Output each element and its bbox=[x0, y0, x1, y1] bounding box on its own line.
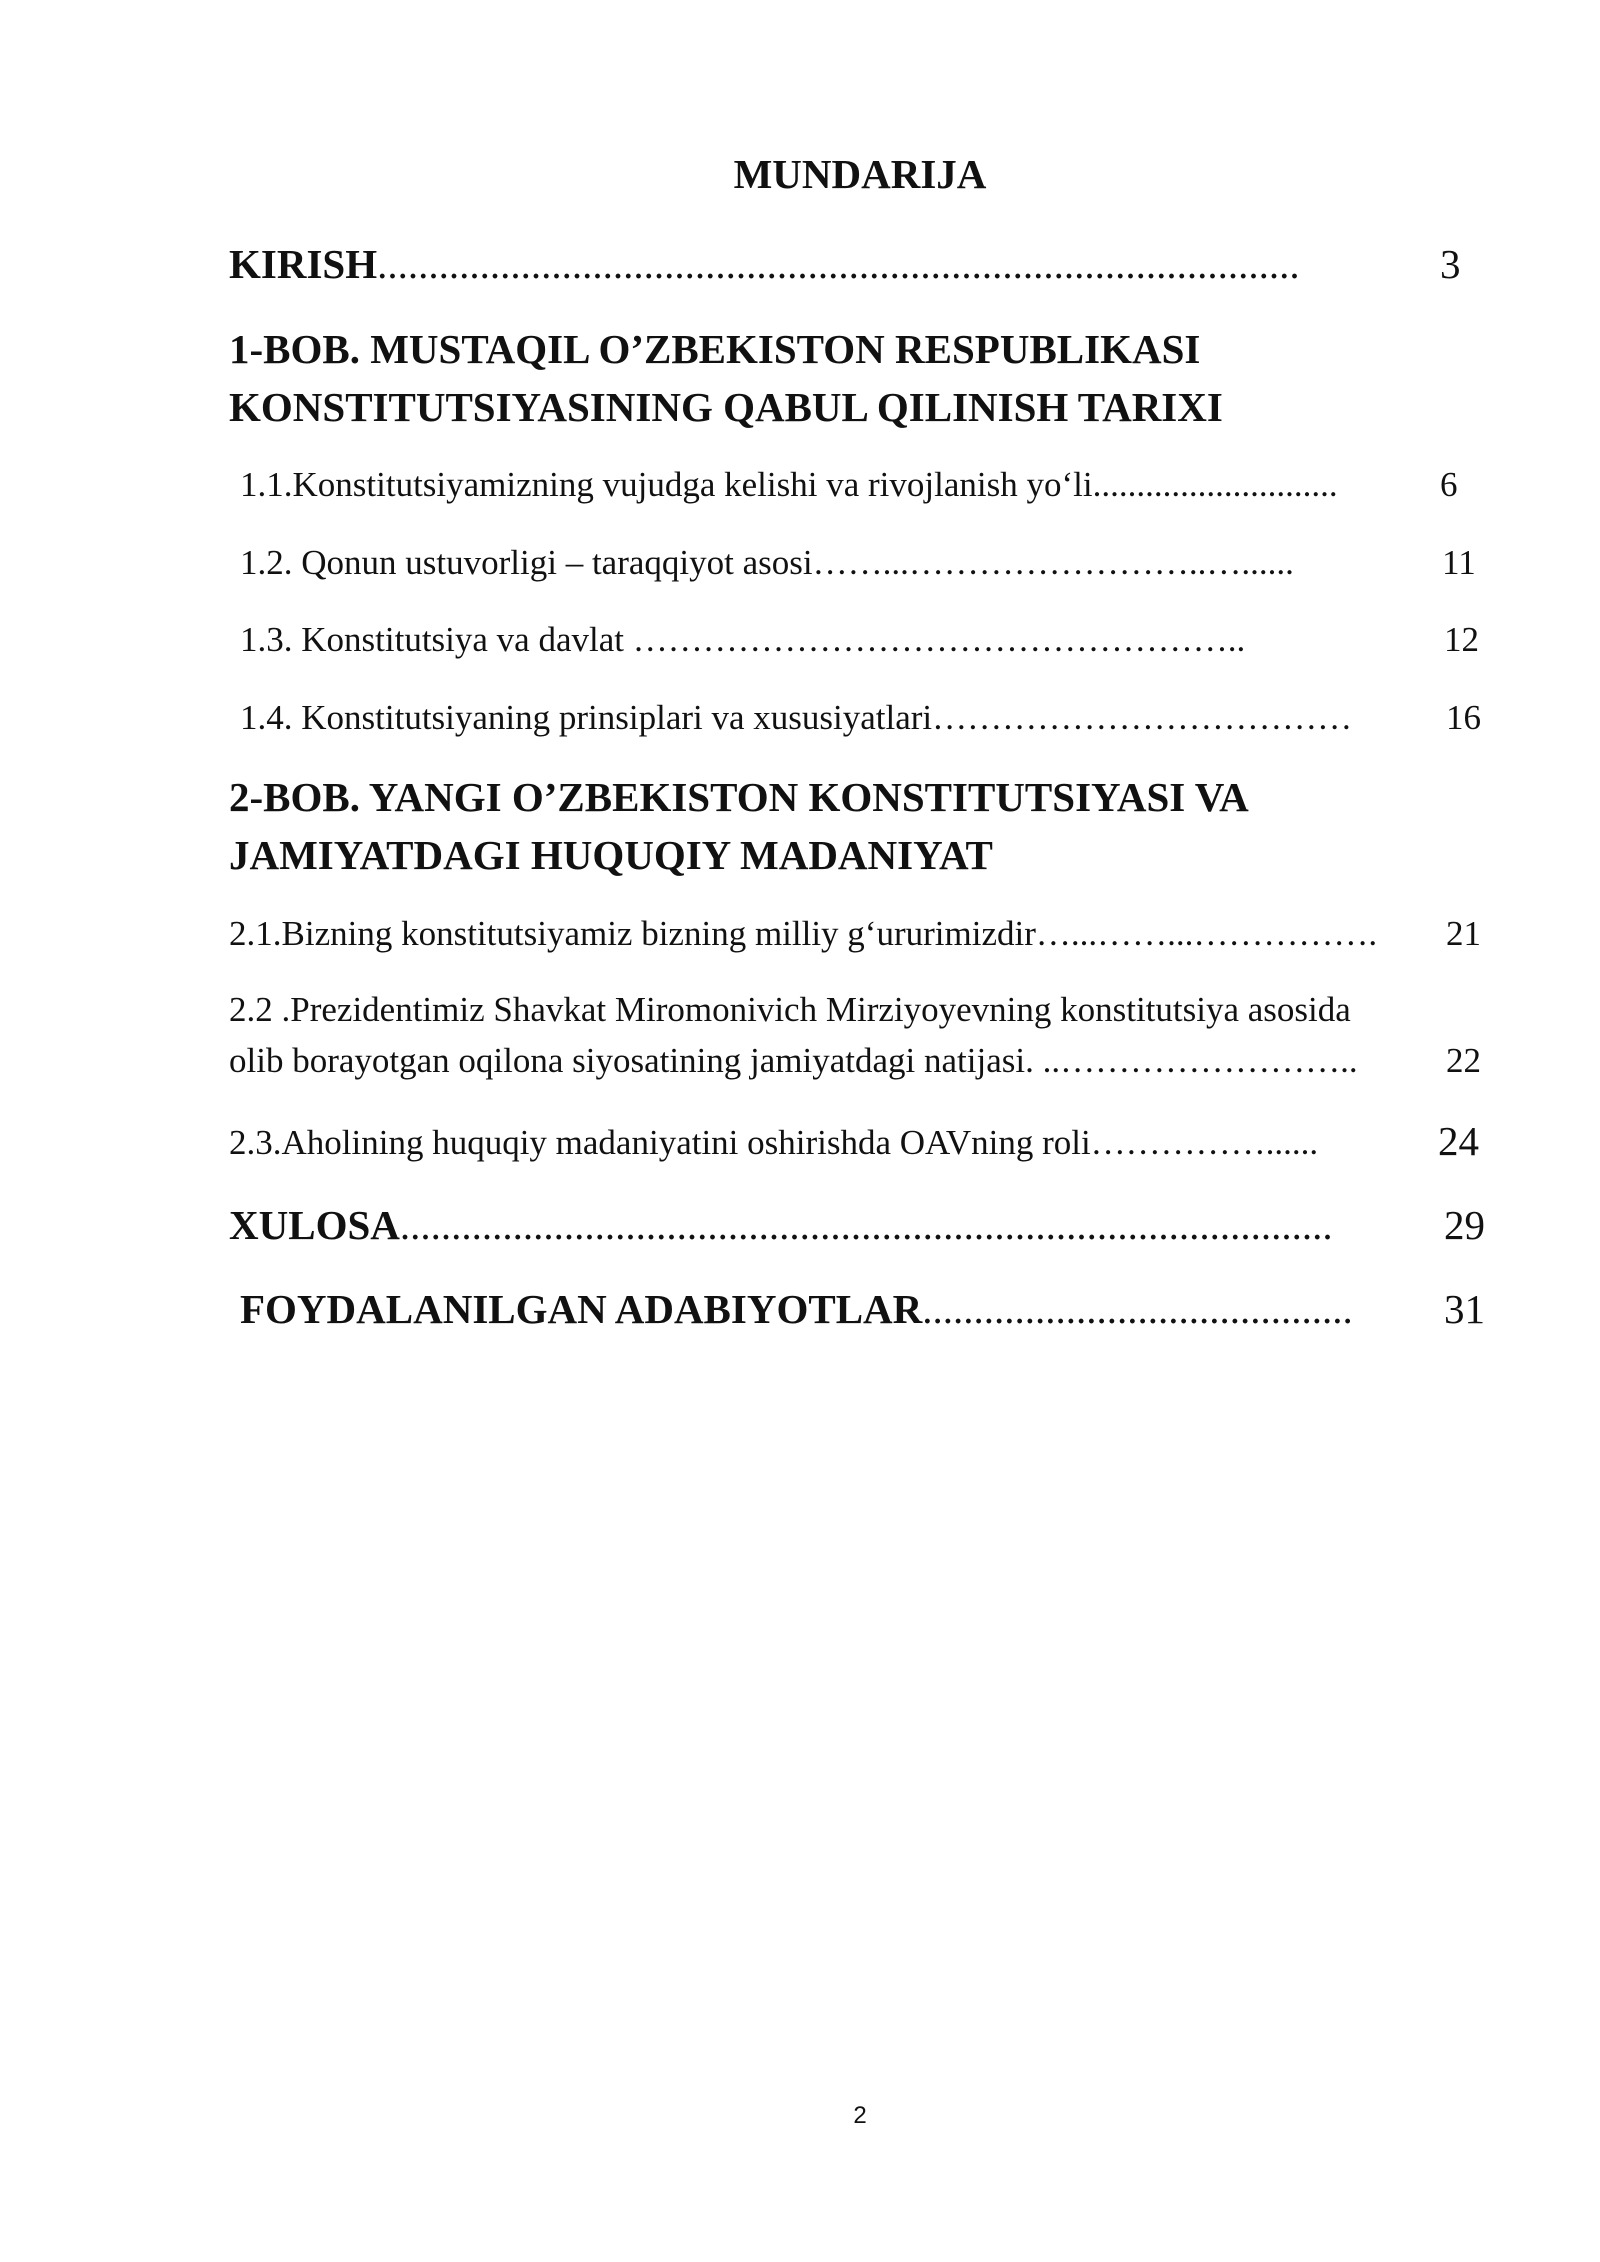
toc-page-number: 22 bbox=[1446, 1041, 1481, 1080]
toc-entry-label: 1.2. Qonun ustuvorligi – taraqqiyot asosi bbox=[240, 543, 813, 582]
toc-page-number: 29 bbox=[1444, 1202, 1485, 1248]
toc-entry-label: XULOSA bbox=[229, 1202, 400, 1248]
toc-leader: ........................................................................................... bbox=[399, 1202, 1333, 1248]
toc-page-number: 12 bbox=[1444, 620, 1479, 659]
toc-page-number: 24 bbox=[1438, 1118, 1479, 1164]
toc-entry-label: 1.4. Konstitutsiyaning prinsiplari va xususiyatlari bbox=[240, 698, 933, 737]
toc-leader: …………………………………………….. bbox=[632, 620, 1246, 659]
toc-entry-2-1 bbox=[229, 914, 1377, 954]
toc-entry-1-2 bbox=[240, 543, 1294, 583]
toc-page-number: 31 bbox=[1444, 1286, 1485, 1332]
toc-entry-xulosa bbox=[229, 1201, 1333, 1249]
toc-entry-label: olib borayotgan oqilona siyosatining jamiyatdagi natijasi. .. bbox=[229, 1041, 1061, 1080]
toc-page-number: 11 bbox=[1442, 543, 1476, 582]
document-title: MUNDARIJA bbox=[733, 151, 987, 197]
toc-entry-label: 2.3.Aholining huquqiy madaniyatini oshirishda OAVning roli bbox=[229, 1123, 1091, 1162]
toc-entry-label: 2.1.Bizning konstitutsiyamiz bizning milliy g‘ururimizdir bbox=[229, 914, 1036, 953]
toc-page-number: 16 bbox=[1446, 698, 1481, 737]
toc-entry-2-3 bbox=[229, 1123, 1318, 1163]
toc-entry-1-1 bbox=[240, 465, 1338, 505]
toc-leader: .......................................... bbox=[922, 1286, 1353, 1332]
toc-leader: ……………………………… bbox=[932, 698, 1353, 737]
toc-entry-1-4 bbox=[240, 698, 1352, 738]
toc-chapter-2-line-2: JAMIYATDAGI HUQUQIY MADANIYAT bbox=[229, 832, 993, 878]
toc-chapter-2-line-1: 2-BOB. YANGI O’ZBEKISTON KONSTITUTSIYASI VA bbox=[229, 774, 1249, 820]
toc-entry-label: KIRISH bbox=[229, 241, 378, 287]
toc-entry-label: 1.3. Konstitutsiya va davlat bbox=[240, 620, 633, 659]
toc-leader: .......................................................................................... bbox=[377, 241, 1300, 287]
toc-entry-kirish bbox=[229, 240, 1300, 288]
toc-leader: …...……...……………. bbox=[1035, 914, 1378, 953]
toc-entry-adabiyotlar bbox=[240, 1285, 1353, 1333]
toc-chapter-1-line-1: 1-BOB. MUSTAQIL O’ZBEKISTON RESPUBLIKASI bbox=[229, 326, 1201, 372]
page-number-footer: 2 bbox=[853, 2102, 867, 2129]
toc-leader: …………………….. bbox=[1060, 1041, 1358, 1080]
toc-entry-1-3 bbox=[240, 620, 1245, 660]
toc-page-number: 21 bbox=[1446, 914, 1481, 953]
toc-entry-label: FOYDALANILGAN ADABIYOTLAR bbox=[240, 1286, 923, 1332]
toc-entry-2-2-line-2 bbox=[229, 1041, 1358, 1081]
toc-page-number: 6 bbox=[1440, 465, 1458, 504]
toc-page-number: 3 bbox=[1440, 241, 1461, 287]
toc-entry-label: 1.1.Konstitutsiyamizning vujudga kelishi va rivojlanish yo‘li bbox=[240, 465, 1093, 504]
toc-leader: ............................ bbox=[1092, 465, 1338, 504]
toc-entry-2-2-line-1: 2.2 .Prezidentimiz Shavkat Miromonivich Mirziyoyevning konstitutsiya asosida bbox=[229, 990, 1351, 1029]
toc-chapter-1-line-2: KONSTITUTSIYASINING QABUL QILINISH TARIXI bbox=[229, 384, 1223, 430]
toc-leader: ……………...... bbox=[1090, 1123, 1319, 1162]
toc-leader: ……...……………………..…...... bbox=[812, 543, 1294, 582]
